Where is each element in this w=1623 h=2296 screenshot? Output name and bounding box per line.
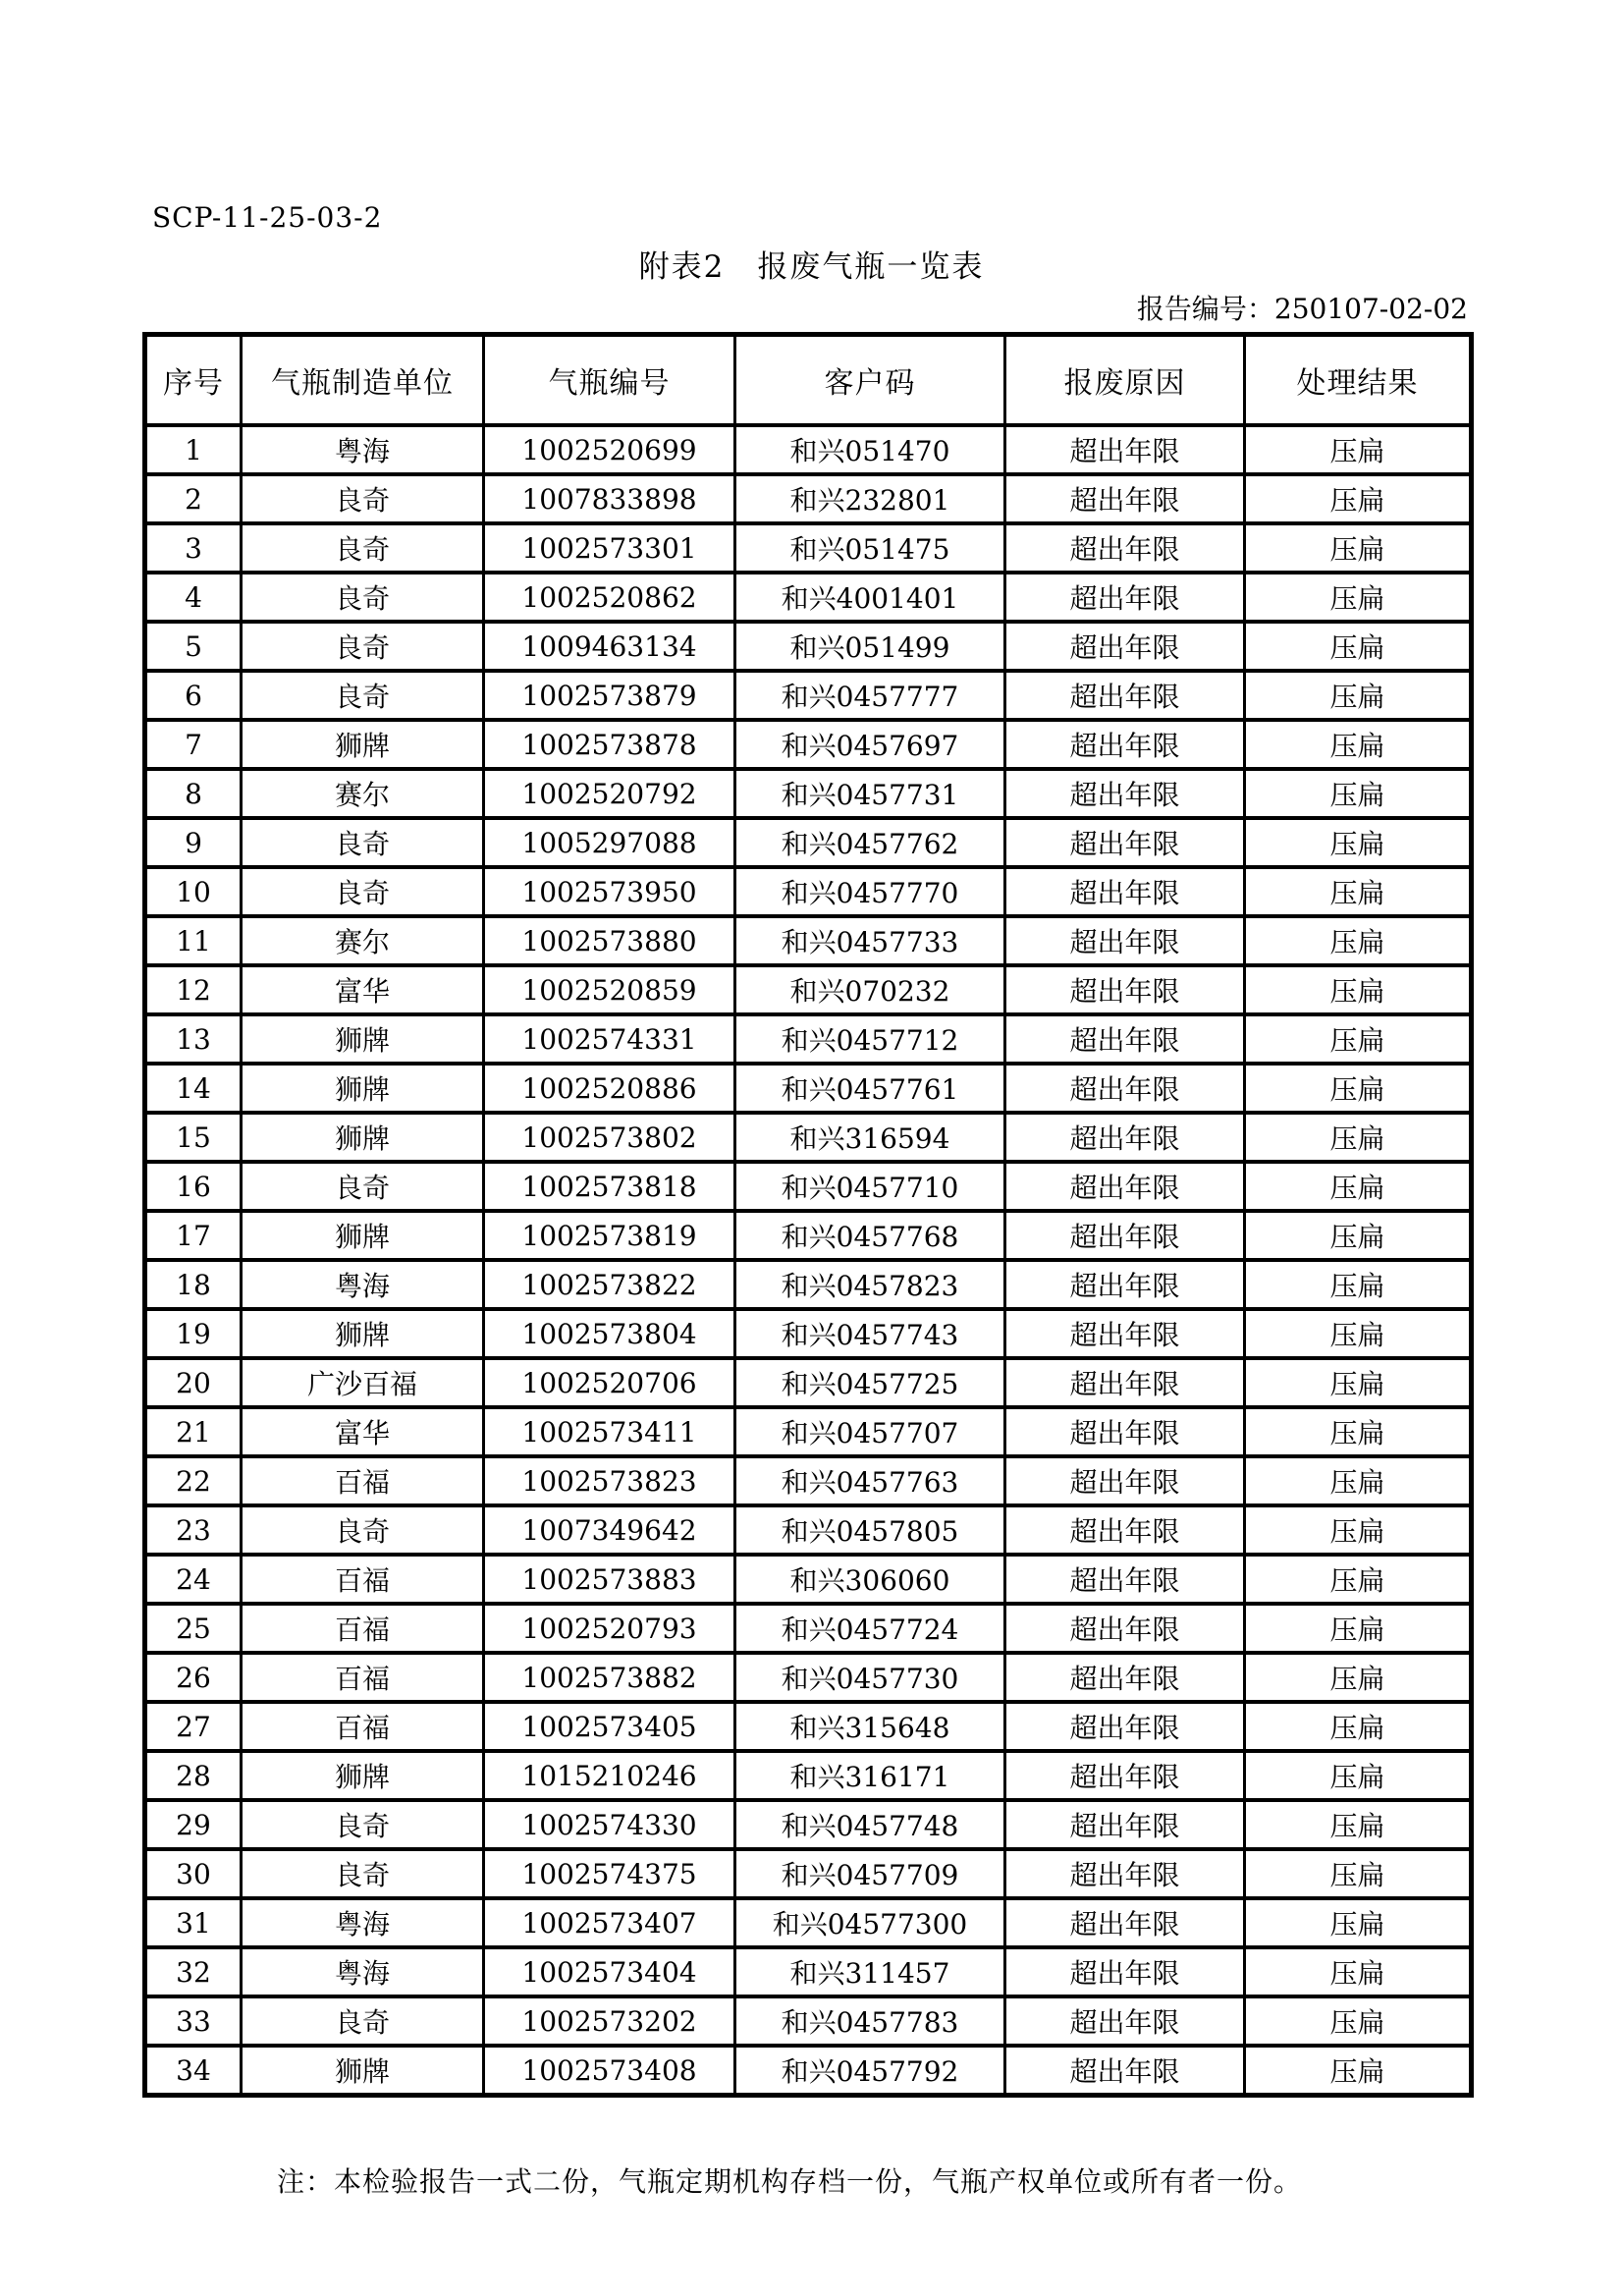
cell-customer-code: 和兴0457709 (735, 1849, 1005, 1898)
cell-customer-code: 和兴04577300 (735, 1898, 1005, 1947)
cell-cylinder-number: 1002573202 (484, 1996, 735, 2046)
header-customer-code: 客户码 (735, 335, 1005, 426)
cell-serial-number: 22 (145, 1456, 242, 1505)
cell-serial-number: 32 (145, 1947, 242, 1996)
cell-cylinder-number: 1002573818 (484, 1162, 735, 1211)
table-row (145, 1211, 1472, 1260)
cell-customer-code: 和兴0457707 (735, 1407, 1005, 1456)
table-row (145, 523, 1472, 573)
cell-manufacturer: 粤海 (242, 1947, 484, 1996)
footer-note: 注：本检验报告一式二份，气瓶定期机构存档一份，气瓶产权单位或所有者一份。 (277, 2165, 1303, 2198)
cell-scrap-reason: 超出年限 (1005, 1996, 1245, 2046)
cell-disposal-result: 压扁 (1245, 818, 1472, 867)
cell-scrap-reason: 超出年限 (1005, 1947, 1245, 1996)
cell-customer-code: 和兴0457768 (735, 1211, 1005, 1260)
table-row (145, 1064, 1472, 1113)
cell-manufacturer: 百福 (242, 1555, 484, 1604)
cell-serial-number: 6 (145, 671, 242, 720)
cell-cylinder-number: 1007833898 (484, 474, 735, 523)
cell-cylinder-number: 1002520792 (484, 769, 735, 818)
table-body (145, 425, 1472, 2096)
report-number-line (1137, 288, 1468, 327)
cell-customer-code: 和兴0457733 (735, 916, 1005, 965)
cell-serial-number: 21 (145, 1407, 242, 1456)
cell-customer-code: 和兴0457712 (735, 1014, 1005, 1064)
table-row (145, 1555, 1472, 1604)
table-row (145, 1014, 1472, 1064)
cell-manufacturer: 狮牌 (242, 1211, 484, 1260)
cell-disposal-result: 压扁 (1245, 523, 1472, 573)
cell-scrap-reason: 超出年限 (1005, 1162, 1245, 1211)
cell-scrap-reason: 超出年限 (1005, 1555, 1245, 1604)
cell-scrap-reason: 超出年限 (1005, 1604, 1245, 1653)
cell-cylinder-number: 1002520886 (484, 1064, 735, 1113)
table-row (145, 965, 1472, 1014)
cell-disposal-result: 压扁 (1245, 1064, 1472, 1113)
cell-serial-number: 26 (145, 1653, 242, 1702)
cell-manufacturer: 百福 (242, 1653, 484, 1702)
header-manufacturer: 气瓶制造单位 (242, 335, 484, 426)
cell-disposal-result: 压扁 (1245, 1947, 1472, 1996)
cell-cylinder-number: 1002573880 (484, 916, 735, 965)
table-row (145, 2046, 1472, 2096)
cell-serial-number: 25 (145, 1604, 242, 1653)
cell-manufacturer: 狮牌 (242, 1014, 484, 1064)
cell-scrap-reason: 超出年限 (1005, 1849, 1245, 1898)
cell-manufacturer: 良奇 (242, 474, 484, 523)
cell-disposal-result: 压扁 (1245, 622, 1472, 671)
cell-serial-number: 9 (145, 818, 242, 867)
cell-serial-number: 19 (145, 1309, 242, 1358)
cell-disposal-result: 压扁 (1245, 1456, 1472, 1505)
table-row (145, 573, 1472, 622)
cell-disposal-result: 压扁 (1245, 916, 1472, 965)
cell-scrap-reason: 超出年限 (1005, 916, 1245, 965)
table-row (145, 1358, 1472, 1407)
cell-disposal-result: 压扁 (1245, 720, 1472, 769)
cell-serial-number: 14 (145, 1064, 242, 1113)
cell-customer-code: 和兴0457805 (735, 1505, 1005, 1555)
cell-disposal-result: 压扁 (1245, 1407, 1472, 1456)
cell-cylinder-number: 1002520859 (484, 965, 735, 1014)
cell-scrap-reason: 超出年限 (1005, 523, 1245, 573)
cell-manufacturer: 百福 (242, 1604, 484, 1653)
table-row (145, 818, 1472, 867)
doc-code: SCP-11-25-03-2 (152, 201, 383, 234)
table-row (145, 916, 1472, 965)
cell-serial-number: 34 (145, 2046, 242, 2096)
cell-manufacturer: 粤海 (242, 1898, 484, 1947)
cell-customer-code: 和兴0457731 (735, 769, 1005, 818)
cell-cylinder-number: 1002573408 (484, 2046, 735, 2096)
cell-serial-number: 2 (145, 474, 242, 523)
cell-serial-number: 5 (145, 622, 242, 671)
cell-scrap-reason: 超出年限 (1005, 1113, 1245, 1162)
cell-cylinder-number: 1002574331 (484, 1014, 735, 1064)
cell-disposal-result: 压扁 (1245, 1898, 1472, 1947)
cell-serial-number: 20 (145, 1358, 242, 1407)
cell-disposal-result: 压扁 (1245, 1014, 1472, 1064)
cell-customer-code: 和兴0457792 (735, 2046, 1005, 2096)
table-row (145, 1751, 1472, 1800)
cell-disposal-result: 压扁 (1245, 1849, 1472, 1898)
cell-cylinder-number: 1002573405 (484, 1702, 735, 1751)
cell-customer-code: 和兴315648 (735, 1702, 1005, 1751)
cell-cylinder-number: 1005297088 (484, 818, 735, 867)
cell-customer-code: 和兴0457697 (735, 720, 1005, 769)
cell-manufacturer: 良奇 (242, 671, 484, 720)
cell-cylinder-number: 1002574330 (484, 1800, 735, 1849)
cell-disposal-result: 压扁 (1245, 425, 1472, 474)
header-cylinder-number: 气瓶编号 (484, 335, 735, 426)
cell-customer-code: 和兴232801 (735, 474, 1005, 523)
table-header-row (145, 335, 1472, 426)
table-row (145, 1849, 1472, 1898)
header-disposal-result: 处理结果 (1245, 335, 1472, 426)
cell-disposal-result: 压扁 (1245, 1211, 1472, 1260)
table-row (145, 1653, 1472, 1702)
cell-disposal-result: 压扁 (1245, 1260, 1472, 1309)
cell-serial-number: 1 (145, 425, 242, 474)
cell-serial-number: 8 (145, 769, 242, 818)
cell-cylinder-number: 1002573822 (484, 1260, 735, 1309)
cell-disposal-result: 压扁 (1245, 1751, 1472, 1800)
cell-scrap-reason: 超出年限 (1005, 818, 1245, 867)
cell-scrap-reason: 超出年限 (1005, 1456, 1245, 1505)
cell-disposal-result: 压扁 (1245, 965, 1472, 1014)
cell-manufacturer: 百福 (242, 1702, 484, 1751)
cell-scrap-reason: 超出年限 (1005, 720, 1245, 769)
cell-scrap-reason: 超出年限 (1005, 769, 1245, 818)
cell-disposal-result: 压扁 (1245, 1113, 1472, 1162)
cell-disposal-result: 压扁 (1245, 2046, 1472, 2096)
cell-serial-number: 10 (145, 867, 242, 916)
cell-customer-code: 和兴0457762 (735, 818, 1005, 867)
table-row (145, 1113, 1472, 1162)
cell-customer-code: 和兴051470 (735, 425, 1005, 474)
cell-cylinder-number: 1007349642 (484, 1505, 735, 1555)
cell-serial-number: 16 (145, 1162, 242, 1211)
cell-serial-number: 11 (145, 916, 242, 965)
cell-customer-code: 和兴0457783 (735, 1996, 1005, 2046)
cell-disposal-result: 压扁 (1245, 1653, 1472, 1702)
cell-disposal-result: 压扁 (1245, 1604, 1472, 1653)
cell-manufacturer: 狮牌 (242, 720, 484, 769)
cell-scrap-reason: 超出年限 (1005, 1505, 1245, 1555)
cell-customer-code: 和兴316171 (735, 1751, 1005, 1800)
cell-serial-number: 30 (145, 1849, 242, 1898)
cell-cylinder-number: 1002573411 (484, 1407, 735, 1456)
cell-serial-number: 33 (145, 1996, 242, 2046)
table-row (145, 720, 1472, 769)
cell-cylinder-number: 1002573407 (484, 1898, 735, 1947)
cell-cylinder-number: 1002573301 (484, 523, 735, 573)
cell-customer-code: 和兴4001401 (735, 573, 1005, 622)
cell-cylinder-number: 1009463134 (484, 622, 735, 671)
table-row (145, 1604, 1472, 1653)
cell-cylinder-number: 1002574375 (484, 1849, 735, 1898)
cell-serial-number: 4 (145, 573, 242, 622)
cell-serial-number: 3 (145, 523, 242, 573)
cell-cylinder-number: 1002573804 (484, 1309, 735, 1358)
cell-serial-number: 15 (145, 1113, 242, 1162)
cell-customer-code: 和兴0457748 (735, 1800, 1005, 1849)
cell-scrap-reason: 超出年限 (1005, 1407, 1245, 1456)
report-number-value: 250107-02-02 (1273, 293, 1468, 325)
cell-cylinder-number: 1002573950 (484, 867, 735, 916)
cell-serial-number: 23 (145, 1505, 242, 1555)
cell-serial-number: 31 (145, 1898, 242, 1947)
cell-manufacturer: 狮牌 (242, 1751, 484, 1800)
table-row (145, 1947, 1472, 1996)
header-scrap-reason: 报废原因 (1005, 335, 1245, 426)
cell-scrap-reason: 超出年限 (1005, 1211, 1245, 1260)
cell-customer-code: 和兴0457770 (735, 867, 1005, 916)
cell-customer-code: 和兴0457763 (735, 1456, 1005, 1505)
table-header (145, 335, 1472, 426)
cell-disposal-result: 压扁 (1245, 1505, 1472, 1555)
cell-manufacturer: 良奇 (242, 1996, 484, 2046)
cell-manufacturer: 良奇 (242, 1849, 484, 1898)
cell-serial-number: 12 (145, 965, 242, 1014)
cell-scrap-reason: 超出年限 (1005, 1702, 1245, 1751)
table-row (145, 1898, 1472, 1947)
cell-customer-code: 和兴0457743 (735, 1309, 1005, 1358)
cell-customer-code: 和兴0457724 (735, 1604, 1005, 1653)
table-row (145, 1800, 1472, 1849)
page-title: 附表2 报废气瓶一览表 (638, 249, 985, 285)
cell-manufacturer: 良奇 (242, 523, 484, 573)
cell-manufacturer: 富华 (242, 965, 484, 1014)
table-row (145, 1996, 1472, 2046)
cell-disposal-result: 压扁 (1245, 1800, 1472, 1849)
cell-disposal-result: 压扁 (1245, 474, 1472, 523)
cell-scrap-reason: 超出年限 (1005, 1751, 1245, 1800)
cell-manufacturer: 百福 (242, 1456, 484, 1505)
cell-manufacturer: 良奇 (242, 818, 484, 867)
cell-scrap-reason: 超出年限 (1005, 1014, 1245, 1064)
cell-manufacturer: 粤海 (242, 425, 484, 474)
cell-cylinder-number: 1002573883 (484, 1555, 735, 1604)
cell-disposal-result: 压扁 (1245, 1162, 1472, 1211)
cell-cylinder-number: 1002573882 (484, 1653, 735, 1702)
cell-serial-number: 7 (145, 720, 242, 769)
cell-scrap-reason: 超出年限 (1005, 2046, 1245, 2096)
cell-customer-code: 和兴0457777 (735, 671, 1005, 720)
cell-customer-code: 和兴316594 (735, 1113, 1005, 1162)
cell-disposal-result: 压扁 (1245, 1702, 1472, 1751)
cell-cylinder-number: 1002573878 (484, 720, 735, 769)
table-row (145, 425, 1472, 474)
header-serial-number: 序号 (145, 335, 242, 426)
cell-cylinder-number: 1002573879 (484, 671, 735, 720)
cell-scrap-reason: 超出年限 (1005, 622, 1245, 671)
table-row (145, 1407, 1472, 1456)
cell-cylinder-number: 1015210246 (484, 1751, 735, 1800)
cell-serial-number: 17 (145, 1211, 242, 1260)
cell-manufacturer: 赛尔 (242, 916, 484, 965)
cell-manufacturer: 良奇 (242, 573, 484, 622)
table-row (145, 1702, 1472, 1751)
cell-cylinder-number: 1002573802 (484, 1113, 735, 1162)
cell-disposal-result: 压扁 (1245, 671, 1472, 720)
cell-scrap-reason: 超出年限 (1005, 1898, 1245, 1947)
cell-serial-number: 24 (145, 1555, 242, 1604)
cell-scrap-reason: 超出年限 (1005, 1358, 1245, 1407)
cell-scrap-reason: 超出年限 (1005, 1260, 1245, 1309)
table-row (145, 1456, 1472, 1505)
cell-manufacturer: 广沙百福 (242, 1358, 484, 1407)
cell-serial-number: 18 (145, 1260, 242, 1309)
cell-customer-code: 和兴051499 (735, 622, 1005, 671)
scrap-cylinder-table (142, 332, 1474, 2098)
cell-serial-number: 27 (145, 1702, 242, 1751)
cell-serial-number: 29 (145, 1800, 242, 1849)
cell-disposal-result: 压扁 (1245, 1555, 1472, 1604)
cell-scrap-reason: 超出年限 (1005, 965, 1245, 1014)
cell-cylinder-number: 1002520706 (484, 1358, 735, 1407)
cell-customer-code: 和兴051475 (735, 523, 1005, 573)
cell-cylinder-number: 1002520862 (484, 573, 735, 622)
cell-manufacturer: 狮牌 (242, 1309, 484, 1358)
cell-scrap-reason: 超出年限 (1005, 1064, 1245, 1113)
cell-manufacturer: 狮牌 (242, 1064, 484, 1113)
cell-cylinder-number: 1002573404 (484, 1947, 735, 1996)
cell-manufacturer: 良奇 (242, 622, 484, 671)
cell-customer-code: 和兴0457725 (735, 1358, 1005, 1407)
cell-manufacturer: 良奇 (242, 1505, 484, 1555)
cell-cylinder-number: 1002520699 (484, 425, 735, 474)
report-number-label: 报告编号： (1136, 293, 1274, 325)
table-row (145, 474, 1472, 523)
cell-manufacturer: 狮牌 (242, 2046, 484, 2096)
cell-cylinder-number: 1002573819 (484, 1211, 735, 1260)
cell-customer-code: 和兴0457823 (735, 1260, 1005, 1309)
table-row (145, 1260, 1472, 1309)
cell-manufacturer: 富华 (242, 1407, 484, 1456)
table-row (145, 1505, 1472, 1555)
cell-manufacturer: 良奇 (242, 1162, 484, 1211)
cell-customer-code: 和兴0457730 (735, 1653, 1005, 1702)
cell-manufacturer: 粤海 (242, 1260, 484, 1309)
table-row (145, 671, 1472, 720)
cell-scrap-reason: 超出年限 (1005, 425, 1245, 474)
cell-manufacturer: 狮牌 (242, 1113, 484, 1162)
table-row (145, 1309, 1472, 1358)
cell-customer-code: 和兴306060 (735, 1555, 1005, 1604)
cell-disposal-result: 压扁 (1245, 1309, 1472, 1358)
table-row (145, 1162, 1472, 1211)
cell-customer-code: 和兴311457 (735, 1947, 1005, 1996)
cell-manufacturer: 赛尔 (242, 769, 484, 818)
cell-disposal-result: 压扁 (1245, 867, 1472, 916)
cell-scrap-reason: 超出年限 (1005, 1653, 1245, 1702)
cell-customer-code: 和兴0457710 (735, 1162, 1005, 1211)
cell-customer-code: 和兴070232 (735, 965, 1005, 1014)
cell-disposal-result: 压扁 (1245, 1358, 1472, 1407)
cell-scrap-reason: 超出年限 (1005, 671, 1245, 720)
table-row (145, 769, 1472, 818)
cell-scrap-reason: 超出年限 (1005, 573, 1245, 622)
cell-customer-code: 和兴0457761 (735, 1064, 1005, 1113)
cell-cylinder-number: 1002573823 (484, 1456, 735, 1505)
table-row (145, 867, 1472, 916)
table-row (145, 622, 1472, 671)
cell-scrap-reason: 超出年限 (1005, 1800, 1245, 1849)
cell-disposal-result: 压扁 (1245, 573, 1472, 622)
cell-cylinder-number: 1002520793 (484, 1604, 735, 1653)
cell-disposal-result: 压扁 (1245, 1996, 1472, 2046)
cell-serial-number: 28 (145, 1751, 242, 1800)
cell-disposal-result: 压扁 (1245, 769, 1472, 818)
cell-scrap-reason: 超出年限 (1005, 867, 1245, 916)
cell-manufacturer: 良奇 (242, 1800, 484, 1849)
cell-manufacturer: 良奇 (242, 867, 484, 916)
cell-serial-number: 13 (145, 1014, 242, 1064)
cell-scrap-reason: 超出年限 (1005, 474, 1245, 523)
cell-scrap-reason: 超出年限 (1005, 1309, 1245, 1358)
